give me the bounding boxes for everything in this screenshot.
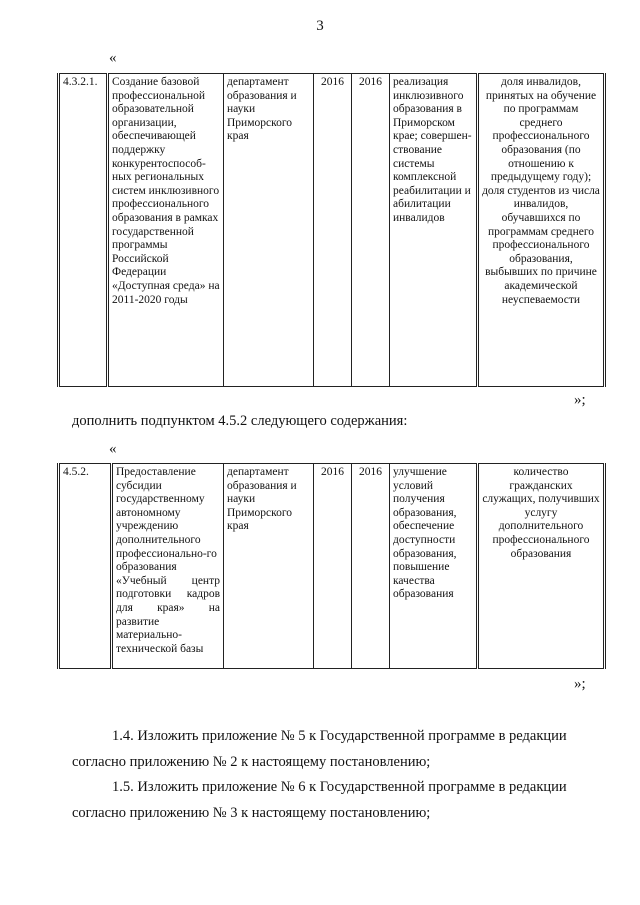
paragraph-1-5-line-2: согласно приложению № 3 к настоящему постановлению; (72, 805, 431, 821)
end-year: 2016 (352, 74, 390, 387)
measures-table-2 (57, 463, 606, 669)
indicator: доля инвалидов, принятых на обучение по программам среднего профессионального образования (по отношению к предыдущему году); доля студентов из числа инвалидов, обучавшихся по программам среднего профессионального образования, выбывших по причине академической неуспеваемости (478, 74, 605, 387)
paragraph-1-4-line-2: согласно приложению № 2 к настоящему постановлению; (72, 754, 431, 770)
start-year: 2016 (314, 74, 352, 387)
expected-result: реализация инклюзивного образования в Приморском крае; совершен-ствование системы комплексной реабилитации и абилитации инвалидов (390, 74, 478, 387)
executor: департамент образования и науки Приморского края (224, 464, 314, 669)
opening-quote-2: « (109, 441, 117, 457)
item-number: 4.3.2.1. (59, 74, 108, 387)
page-number: 3 (316, 18, 324, 34)
end-year: 2016 (352, 464, 390, 669)
start-year: 2016 (314, 464, 352, 669)
intro-text: дополнить подпунктом 4.5.2 следующего содержания: (72, 413, 408, 429)
closing-quote-2: »; (574, 676, 586, 692)
closing-quote-1: »; (574, 392, 586, 408)
paragraph-1-4-line-1: 1.4. Изложить приложение № 5 к Государственной программе в редакции (112, 728, 567, 744)
expected-result: улучшение условий получения образования, обеспечение доступности образования, повышение качества образования (390, 464, 478, 669)
table-row (59, 74, 605, 387)
paragraph-1-5-line-1: 1.5. Изложить приложение № 6 к Государственной программе в редакции (112, 779, 567, 795)
table-row (59, 464, 605, 669)
measure-name: Предоставление субсидии государственному автономному учреждению дополнительного профессионально-го образования «Учебный центр подготовки кадров для края» на развитие материально-технической базы (112, 464, 224, 669)
indicator: количество гражданских служащих, получивших услугу дополнительного профессионального образования (478, 464, 605, 669)
measure-name: Создание базовой профессиональной образовательной организации, обеспечивающей поддержку конкурентоспособ-ных региональных систем инклюзивного профессионального образования в рамках государственной программы Российской Федерации «Доступная среда» на 2011-2020 годы (108, 74, 224, 387)
executor: департамент образования и науки Приморского края (224, 74, 314, 387)
item-number: 4.5.2. (59, 464, 112, 669)
measures-table-1 (57, 73, 606, 387)
opening-quote-1: « (109, 50, 117, 66)
